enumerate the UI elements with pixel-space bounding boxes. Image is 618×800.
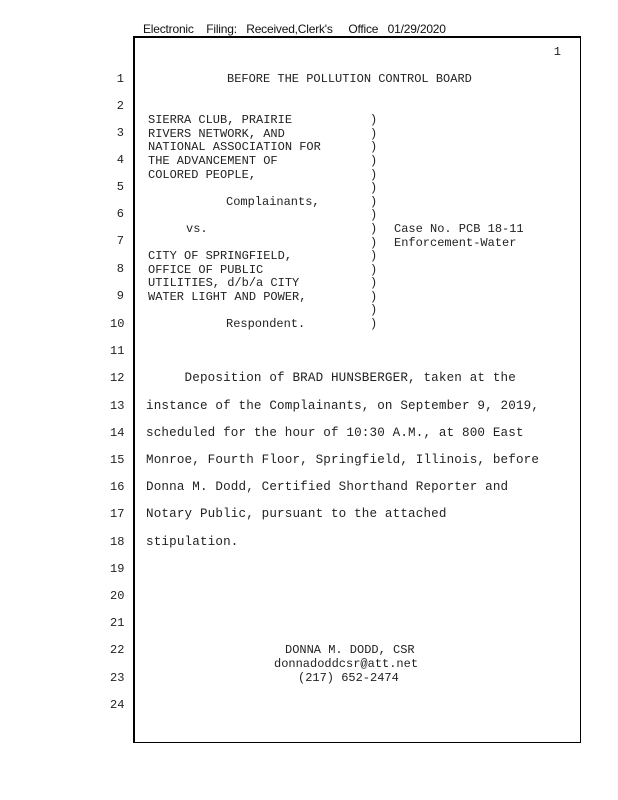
respondent-label: Respondent. (226, 317, 306, 331)
caption-paren: ) (370, 181, 378, 195)
filing-stamp: Electronic Filing: Received,Clerk's Office 01/29/2020 (143, 22, 446, 36)
line-number: 6 (116, 207, 124, 221)
caption-paren: ) (370, 195, 378, 209)
body-line: Donna M. Dodd, Certified Shorthand Reporter and (146, 480, 509, 494)
complainant-name-line: SIERRA CLUB, PRAIRIE (148, 113, 293, 127)
line-number: 7 (116, 234, 124, 248)
reporter-phone: (217) 652-2474 (298, 671, 399, 685)
line-number: 5 (116, 180, 124, 194)
respondent-name-line: WATER LIGHT AND POWER, (148, 290, 307, 304)
reporter-name: DONNA M. DODD, CSR (285, 643, 415, 657)
complainant-name-line: NATIONAL ASSOCIATION FOR (148, 140, 321, 154)
body-line: instance of the Complainants, on September 9, 2019, (146, 399, 540, 413)
caption-paren: ) (370, 168, 378, 182)
line-number: 12 (110, 371, 125, 385)
body-line: Monroe, Fourth Floor, Springfield, Illinois, before (146, 453, 540, 467)
versus-label: vs. (186, 222, 208, 236)
caption-paren: ) (370, 290, 378, 304)
caption-paren: ) (370, 317, 378, 331)
line-number: 3 (116, 126, 124, 140)
caption-paren: ) (370, 236, 378, 250)
caption-paren: ) (370, 154, 378, 168)
line-number: 24 (110, 698, 125, 712)
complainant-name-line: COLORED PEOPLE, (148, 168, 257, 182)
respondent-name-line: CITY OF SPRINGFIELD, (148, 249, 293, 263)
line-number: 1 (116, 72, 124, 86)
case-number: Case No. PCB 18-11 (394, 222, 524, 236)
caption-paren: ) (370, 249, 378, 263)
line-number: 23 (110, 671, 125, 685)
caption-paren: ) (370, 222, 378, 236)
caption-paren: ) (370, 276, 378, 290)
caption-paren: ) (370, 303, 378, 317)
line-number: 18 (110, 535, 125, 549)
body-line: Notary Public, pursuant to the attached (146, 507, 447, 521)
page-title: BEFORE THE POLLUTION CONTROL BOARD (227, 72, 472, 86)
line-number: 17 (110, 507, 125, 521)
line-number: 19 (110, 562, 125, 576)
line-number: 22 (110, 643, 125, 657)
body-line: scheduled for the hour of 10:30 A.M., at 800 East (146, 426, 524, 440)
body-line: Deposition of BRAD HUNSBERGER, taken at the (146, 371, 516, 385)
line-number: 8 (116, 262, 124, 276)
caption-paren: ) (370, 113, 378, 127)
line-number: 20 (110, 589, 125, 603)
line-number: 9 (116, 289, 124, 303)
reporter-email: donnadoddcsr@att.net (274, 657, 419, 671)
caption-paren: ) (370, 140, 378, 154)
complainant-name-line: THE ADVANCEMENT OF (148, 154, 278, 168)
respondent-name-line: OFFICE OF PUBLIC (148, 263, 264, 277)
line-number: 13 (110, 399, 125, 413)
line-number: 15 (110, 453, 125, 467)
line-number: 16 (110, 480, 125, 494)
line-number: 2 (116, 99, 124, 113)
case-type: Enforcement-Water (394, 236, 517, 250)
line-number: 10 (110, 317, 125, 331)
page-number: 1 (553, 45, 561, 59)
caption-paren: ) (370, 263, 378, 277)
line-number: 21 (110, 616, 125, 630)
line-number: 4 (116, 153, 124, 167)
complainants-label: Complainants, (226, 195, 320, 209)
line-number: 11 (110, 344, 125, 358)
respondent-name-line: UTILITIES, d/b/a CITY (148, 276, 300, 290)
complainant-name-line: RIVERS NETWORK, AND (148, 127, 285, 141)
line-number: 14 (110, 426, 125, 440)
caption-paren: ) (370, 127, 378, 141)
body-line: stipulation. (146, 535, 239, 549)
caption-paren: ) (370, 208, 378, 222)
